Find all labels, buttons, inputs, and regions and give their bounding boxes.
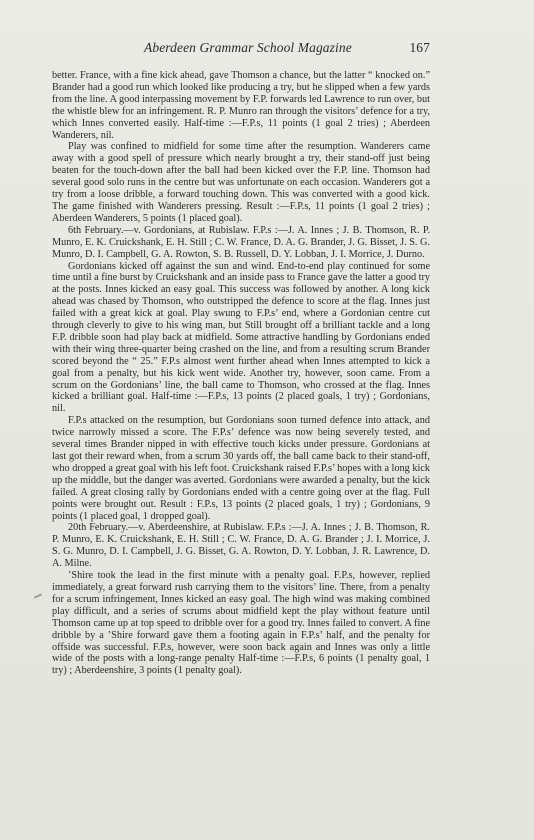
page-number: 167 bbox=[409, 40, 430, 55]
paragraph-fixture: 20th February.—v. Aberdeenshire, at Rubislaw. F.P.s :—J. A. Innes ; J. B. Thomson, R. P. Munro, E. K. Cruickshank, E. H. Still ; C. W. France, D. A. G. Brander ; J. I. Morrice, J. S. G. Munro, D. I. Campbell, J. G. Bisset, G. A. Rowton, D. Y. Lobban, J. R. Lawrence, D. A. Milne. bbox=[52, 522, 430, 570]
margin-pencil-mark bbox=[34, 593, 42, 598]
paragraph: F.P.s attacked on the resumption, but Gordonians soon turned defence into attack, and twice narrowly missed a score. The F.P.s’ defence was now being severely tested, and several times Brander nipped in with effective touch kicks under pressure. Gordonians at last got their reward when, from a scrum 30 yards off, the ball came back to their stand-off, who dropped a great goal with his left foot. Cruickshank raised F.P.s’ hopes with a long kick up the middle, but the danger was averted. Gordonians were awarded a penalty, but the kick failed. A great closing rally by Gordonians ended with a centre going over at the flag. Full points were brought out. Result : F.P.s, 13 points (2 placed goals, 1 try) ; Gordonians, 9 points (1 placed goal, 1 dropped goal). bbox=[52, 415, 430, 522]
paragraph: Play was confined to midfield for some time after the resumption. Wanderers came away with a good spell of pressure which nearly brought a try, their stand-off just being beaten for the touch-down after the ball had been kicked over the F.P. line. Thomson had several good solo runs in the centre but was unfortunate on each occasion. Wanderers got a try from a loose dribble, a forward touching down. This was converted with a good kick. The game finished with Wanderers pressing. Result :—F.P.s, 11 points (1 goal 2 tries) ; Aberdeen Wanderers, 5 points (1 placed goal). bbox=[52, 141, 430, 224]
paragraph-continued: better. France, with a fine kick ahead, gave Thomson a chance, but the latter “ knocked on.” Brander had a good run which looked like producing a try, but he slipped when a few yards from the line. A good interpassing movement by F.P. forwards led Lawrence to run over, but the whistle blew for an infringement. R. P. Munro ran through the visitors’ defence for a try, which Innes converted easily. Half-time :—F.P.s, 11 points (1 goal 2 tries) ; Aberdeen Wanderers, nil. bbox=[52, 70, 430, 141]
paragraph: Gordonians kicked off against the sun and wind. End-to-end play continued for some time until a fine burst by Cruickshank and an inside pass to France gave the latter a good try at the posts. Innes kicked an easy goal. This success was followed by another. A long kick ahead was chased by Thomson, who outstripped the defence to score at the flag. Innes just failed with a great kick at goal. Play swung to F.P.s’ end, where a Gordonian centre cut through cleverly to give to his wing man, but Still brought off a brilliant tackle and a long F.P. dribble soon had play back at midfield. Some attractive handling by Gordonians ended with their wing three-quarter being crashed on the line, and from a resulting scrum Brander scored beyond the “ 25.” F.P.s almost went further ahead when Innes attempted to kick a goal from a penalty, but his kick went wide. Another try, however, soon came. From a scrum on the Gordonians’ line, the ball came to Thomson, who crossed at the flag. Innes kicked a brilliant goal. Half-time :—F.P.s, 13 points (2 placed goals, 1 try) ; Gordonians, nil. bbox=[52, 260, 431, 415]
magazine-title: Aberdeen Grammar School Magazine bbox=[144, 40, 352, 55]
paragraph: ’Shire took the lead in the first minute with a penalty goal. F.P.s, however, replied immediately, a great forward rush carrying them to the visitors’ line. There, from a penalty for a scrum infringement, Innes kicked an easy goal. The high wind was making combined play difficult, and a series of scrums about midfield kept the play without feature until Thomson came up at top speed to dribble over for a good try. Innes failed to convert. A fine dribble by a ’Shire forward gave them a footing again in F.P.s’ half, and the penalty for offside was successful. F.P.s, however, were soon back again and Innes was only a little wide of the posts with a long-range penalty Half-time :—F.P.s, 6 points (1 penalty goal, 1 try) ; Aberdeenshire, 3 points (1 penalty goal). bbox=[52, 570, 430, 677]
paragraph-fixture: 6th February.—v. Gordonians, at Rubislaw. F.P.s :—J. A. Innes ; J. B. Thomson, R. P. Munro, E. K. Cruickshank, E. H. Still ; C. W. France, D. A. G. Brander, J. G. Bisset, J. S. G. Munro, D. I. Campbell, G. A. Rowton, S. B. Russell, D. Y. Lobban, J. I. Morrice, J. Durno. bbox=[52, 224, 430, 260]
article-body bbox=[52, 70, 430, 677]
